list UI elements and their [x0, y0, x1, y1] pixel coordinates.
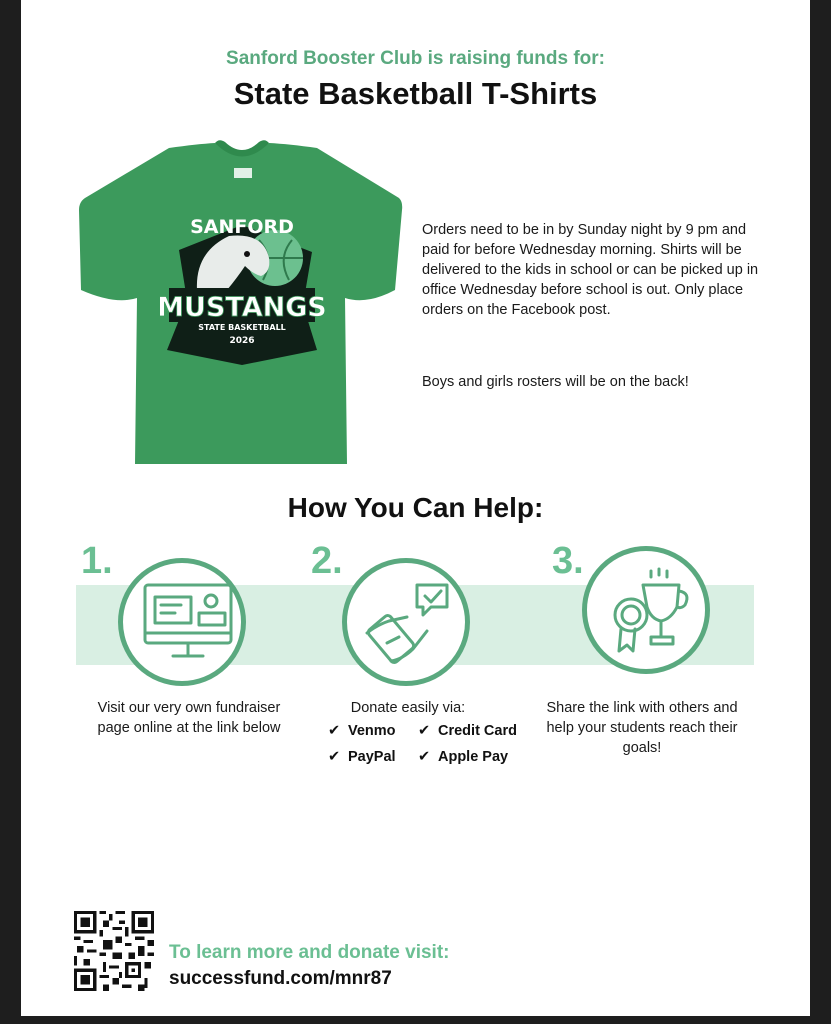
mobile-payment-icon: [347, 563, 465, 681]
payment-method-apple-pay: ✔ Apple Pay: [418, 749, 509, 765]
step-2-number: 2.: [311, 540, 343, 582]
payment-method-venmo: ✔ Venmo: [328, 723, 396, 739]
check-icon: ✔: [418, 749, 431, 765]
step-3-text: Share the link with others and help your students reach their goals!: [546, 700, 738, 756]
step-3-circle: [582, 546, 710, 674]
tshirt-image: [77, 140, 407, 466]
payment-method-credit-card: ✔ Credit Card: [418, 723, 517, 739]
logo-team-name: MUSTANGS: [157, 292, 327, 323]
page-title: State Basketball T-Shirts: [233, 76, 598, 111]
order-instructions: Orders need to be in by Sunday night by 9 pm and paid for before Wednesday morning. Shirts will be delivered to the kids in school or can be picked up in office Wednesday before school is out. Only place orders on the Facebook post.: [422, 222, 759, 318]
step-1-circle: [118, 558, 246, 686]
footer-label: To learn more and donate visit:: [169, 942, 450, 963]
order-info: [422, 220, 767, 392]
trophy-icon: [587, 551, 705, 669]
check-icon: ✔: [418, 723, 431, 739]
qr-code[interactable]: [74, 911, 154, 991]
logo-school-name: SANFORD: [190, 216, 294, 238]
flyer-page: [21, 0, 810, 1016]
step-3-number: 3.: [552, 540, 584, 582]
logo-year: 2026: [229, 336, 255, 346]
logo-subtext: STATE BASKETBALL: [198, 323, 286, 332]
step-1-text: Visit our very own fundraiser page online at the link below: [97, 700, 281, 736]
check-icon: ✔: [328, 723, 341, 739]
computer-icon: [123, 563, 241, 681]
step-2-circle: [342, 558, 470, 686]
step-2-text: Donate easily via:: [350, 700, 466, 716]
step-1-number: 1.: [81, 540, 113, 582]
help-heading: How You Can Help:: [287, 492, 544, 523]
payment-method-paypal: ✔ PayPal: [328, 749, 396, 765]
donation-link[interactable]: successfund.com/mnr87: [169, 968, 392, 989]
check-icon: ✔: [328, 749, 341, 765]
subtitle: Sanford Booster Club is raising funds for:: [226, 48, 605, 69]
roster-note: Boys and girls rosters will be on the back!: [422, 374, 689, 390]
